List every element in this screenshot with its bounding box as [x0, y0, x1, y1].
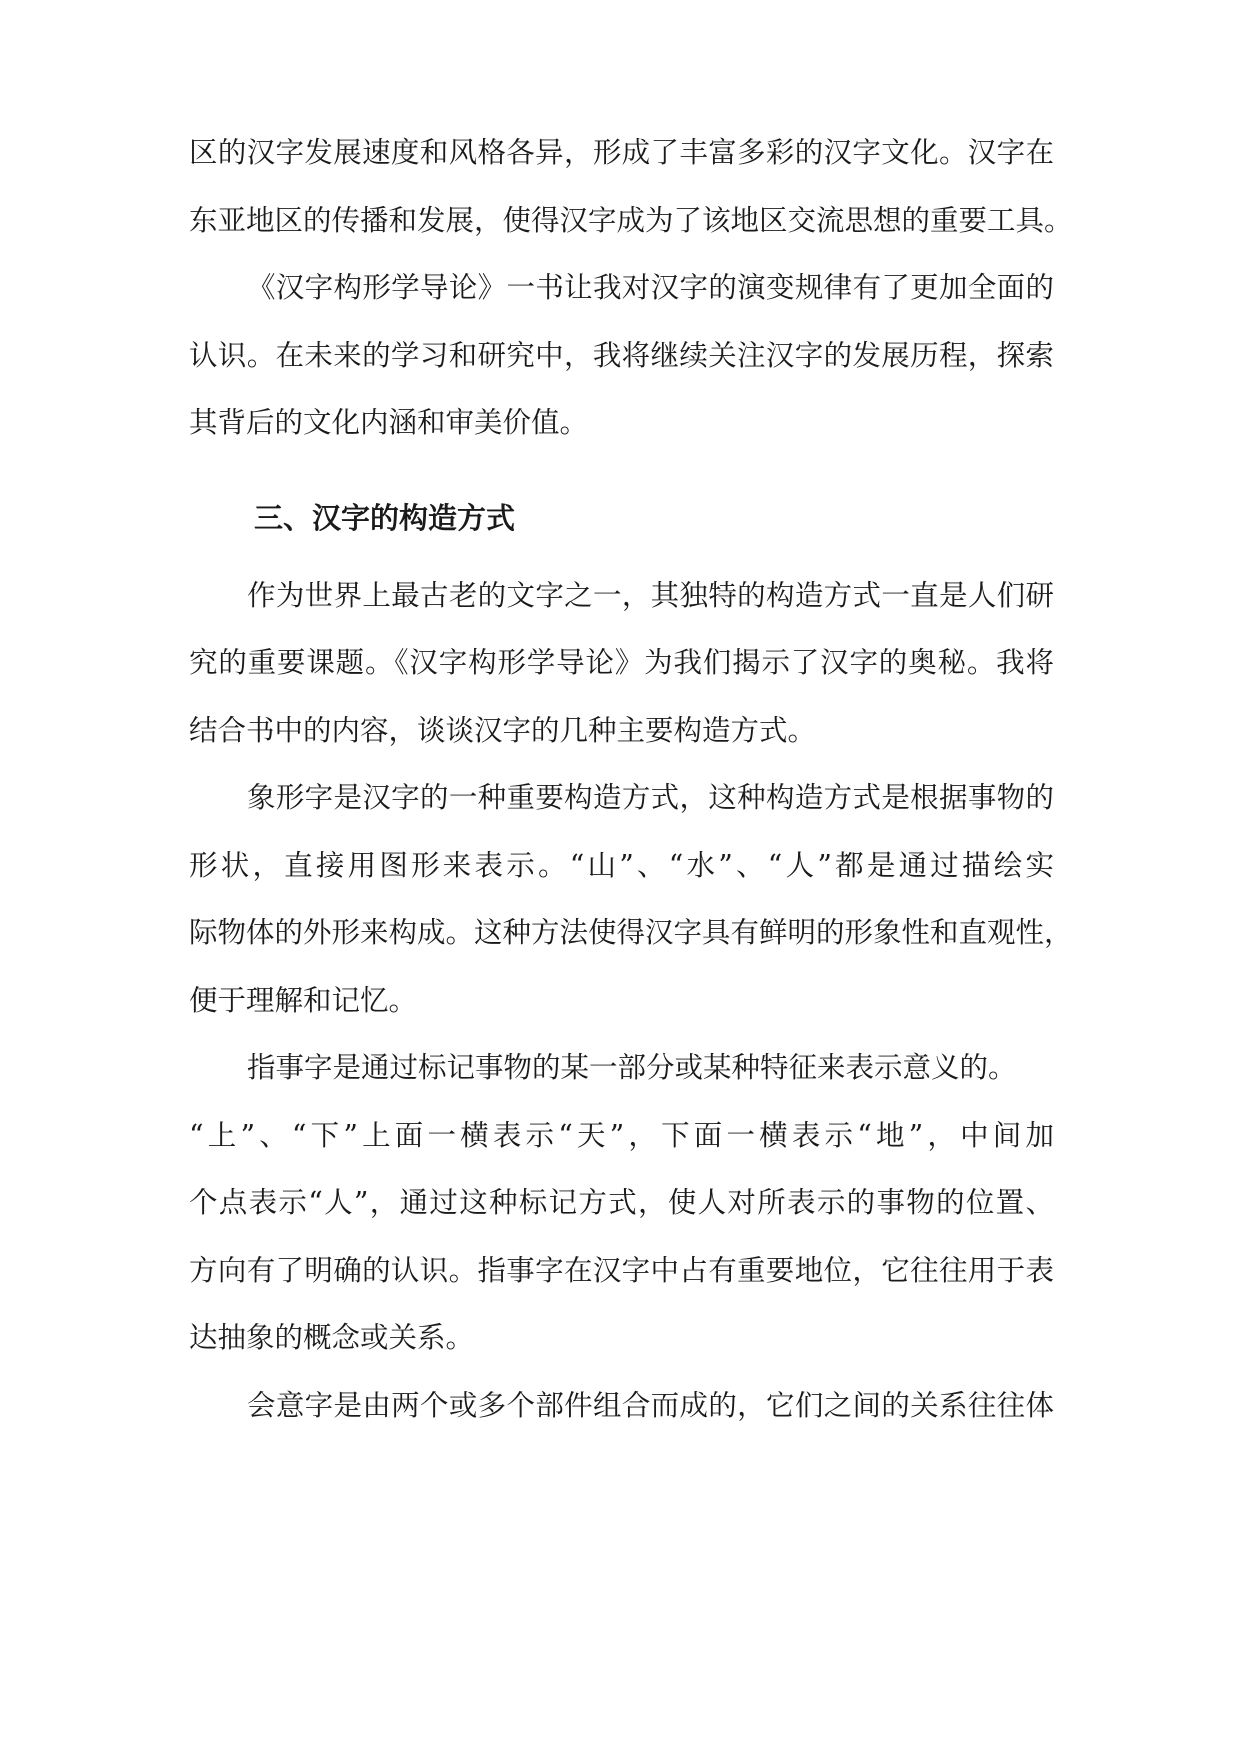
paragraph-line: 其背后的文化内涵和审美价值。: [189, 406, 589, 439]
paragraph-line: 认识。在未来的学习和研究中，我将继续关注汉字的发展历程，探索: [189, 339, 1054, 372]
paragraph-line: 《汉字构形学导论》一书让我对汉字的演变规律有了更加全面的: [247, 271, 1054, 304]
paragraph-line: 作为世界上最古老的文字之一，其独特的构造方式一直是人们研: [247, 579, 1054, 612]
paragraph-line: 结合书中的内容，谈谈汉字的几种主要构造方式。: [189, 714, 817, 747]
paragraph-line: 究的重要课题。《汉字构形学导论》为我们揭示了汉字的奥秘。我将: [189, 646, 1054, 679]
paragraph-line: 象形字是汉字的一种重要构造方式，这种构造方式是根据事物的: [247, 781, 1054, 814]
paragraph-line: 方向有了明确的认识。指事字在汉字中占有重要地位，它往往用于表: [189, 1254, 1054, 1287]
paragraph-line: 东亚地区的传播和发展，使得汉字成为了该地区交流思想的重要工具。: [189, 204, 1073, 237]
paragraph-line: 达抽象的概念或关系。: [189, 1321, 475, 1354]
paragraph-line: 形状，直接用图形来表示。“山”、“水”、“人”都是通过描绘实: [189, 849, 1054, 882]
paragraph-line: 便于理解和记忆。: [189, 984, 418, 1017]
paragraph-line: 际物体的外形来构成。这种方法使得汉字具有鲜明的形象性和直观性，: [189, 916, 1073, 949]
paragraph-line: 会意字是由两个或多个部件组合而成的，它们之间的关系往往体: [247, 1389, 1054, 1422]
paragraph-line: “上”、“下”上面一横表示“天”，下面一横表示“地”，中间加: [189, 1119, 1054, 1152]
paragraph-line: 指事字是通过标记事物的某一部分或某种特征来表示意义的。: [247, 1051, 1017, 1084]
paragraph-line: 区的汉字发展速度和风格各异，形成了丰富多彩的汉字文化。汉字在: [189, 136, 1054, 169]
paragraph-line: 个点表示“人”，通过这种标记方式，使人对所表示的事物的位置、: [189, 1186, 1054, 1219]
section-heading: 三、汉字的构造方式: [254, 501, 516, 535]
